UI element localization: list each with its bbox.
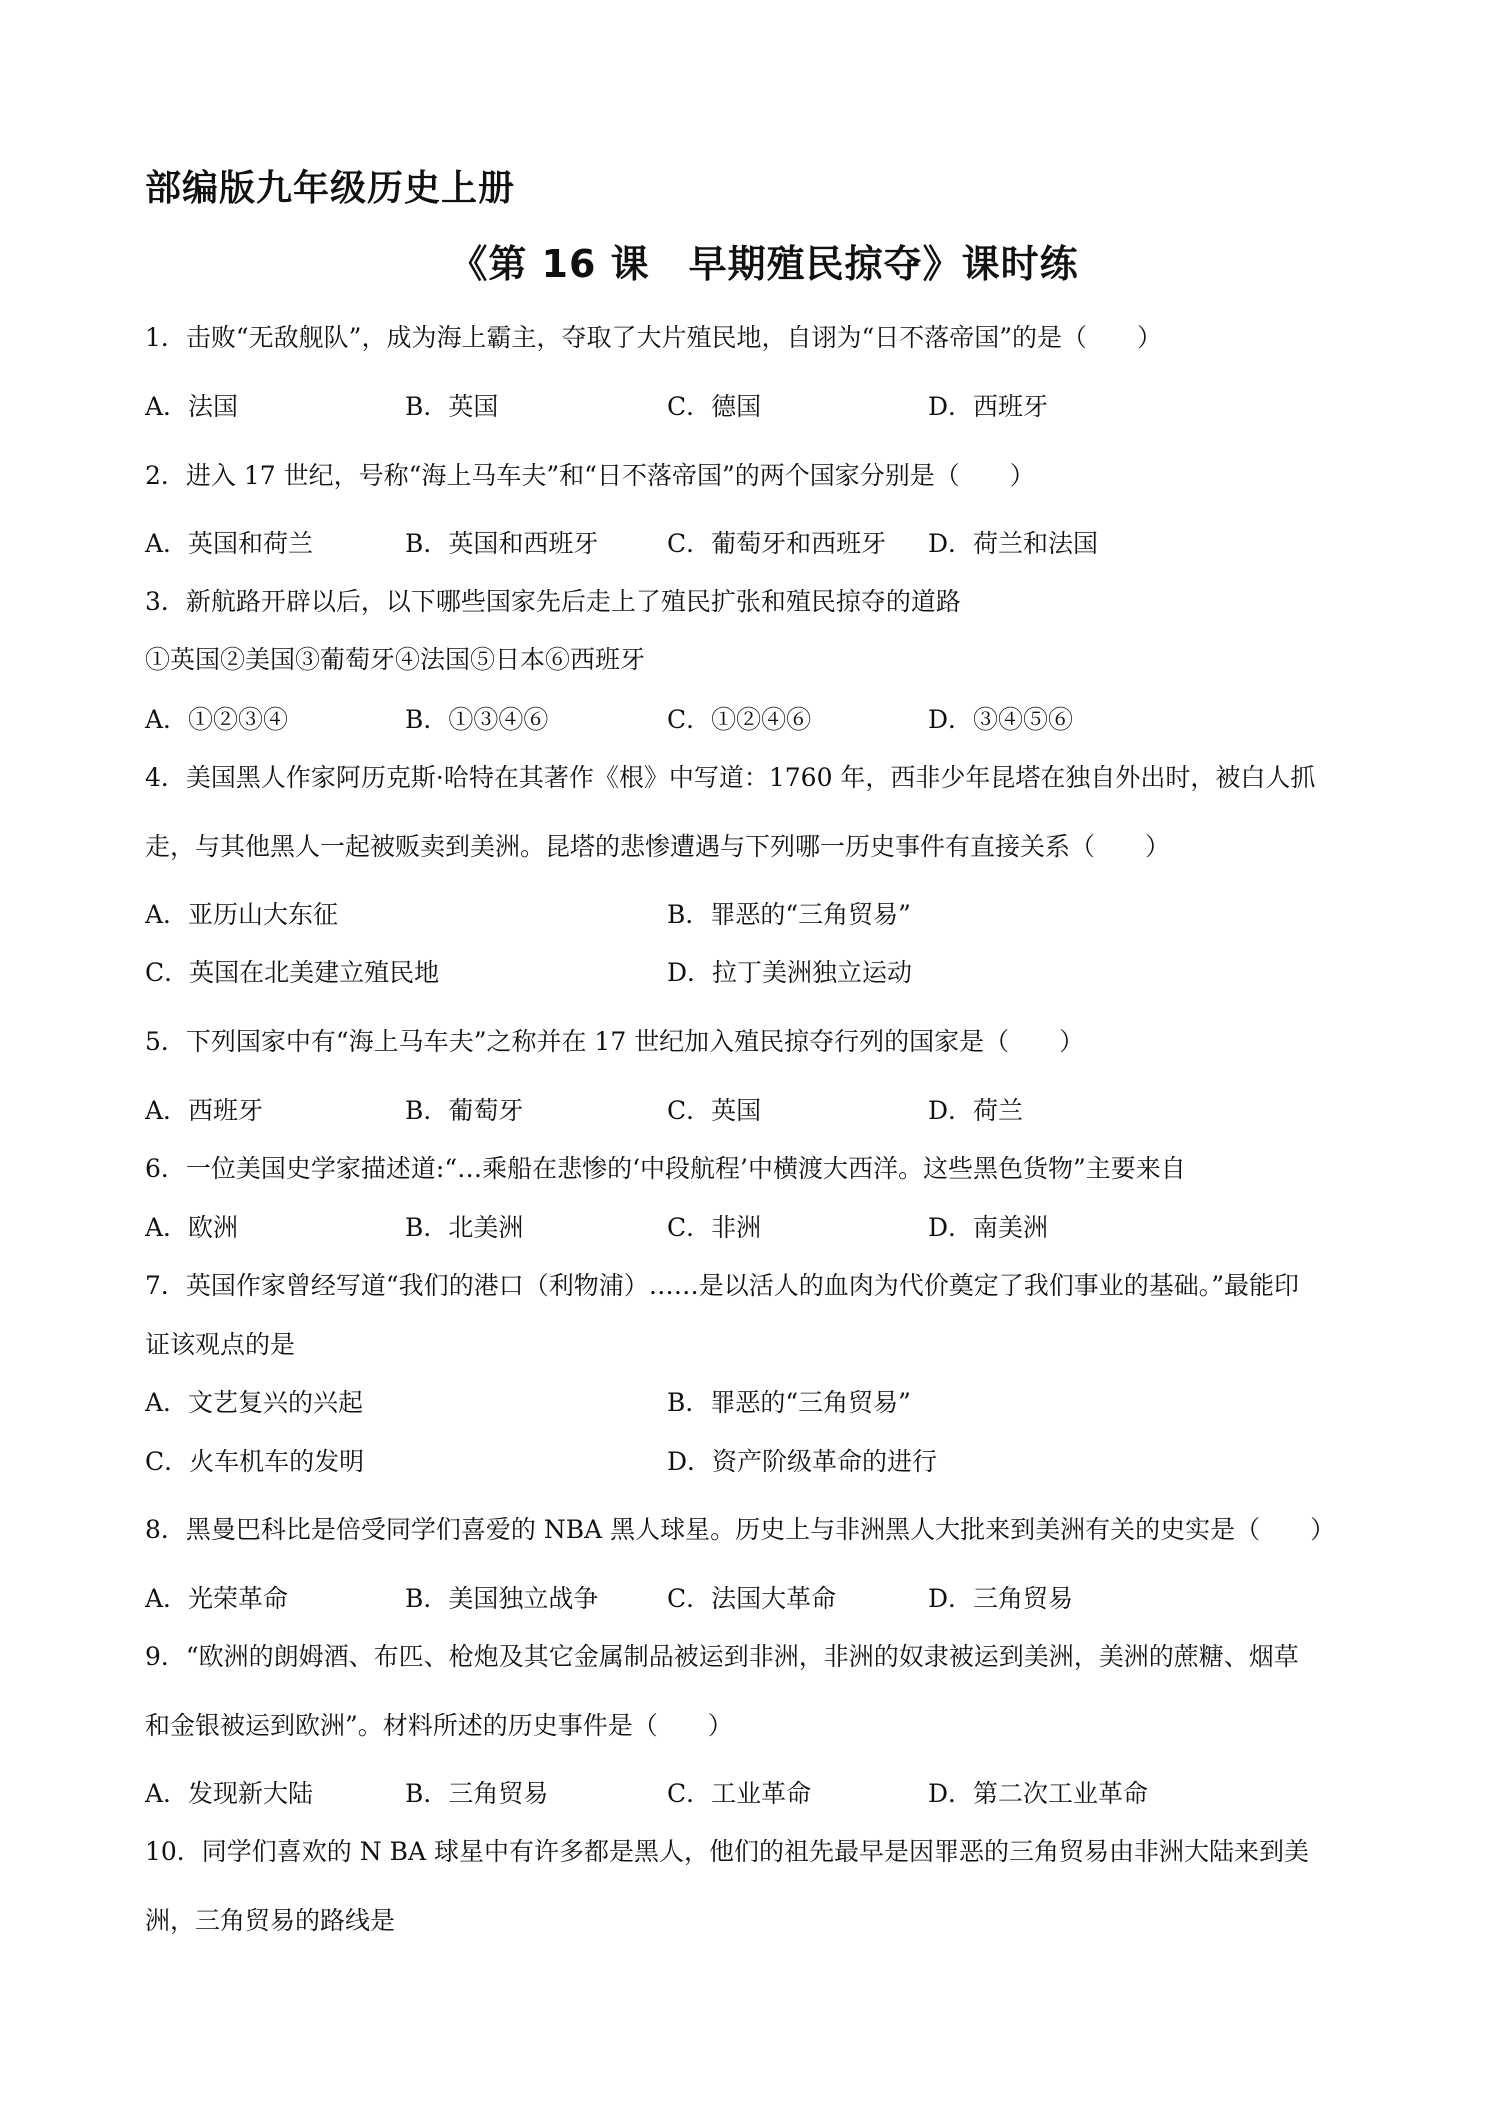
question-3-stem: 3．新航路开辟以后，以下哪些国家先后走上了殖民扩张和殖民掠夺的道路	[145, 587, 961, 616]
question-6-option-c: C．非洲	[667, 1213, 762, 1242]
question-3-option-c: C．①②④⑥	[667, 705, 812, 734]
question-9-option-a: A．发现新大陆	[145, 1779, 314, 1808]
question-9-option-c: C．工业革命	[667, 1779, 812, 1808]
question-1-stem: 1．击败“无敌舰队”，成为海上霸主，夺取了大片殖民地，自诩为“日不落帝国”的是（ ）	[145, 323, 1163, 352]
question-4-option-d: D．拉丁美洲独立运动	[667, 958, 913, 987]
question-7-option-b: B．罪恶的“三角贸易”	[667, 1388, 911, 1417]
question-2-option-b: B．英国和西班牙	[405, 529, 599, 558]
question-2-option-c: C．葡萄牙和西班牙	[667, 529, 887, 558]
question-1-option-d: D．西班牙	[928, 392, 1049, 421]
question-3-option-a: A．①②③④	[145, 705, 289, 734]
question-4-option-c: C．英国在北美建立殖民地	[145, 958, 440, 987]
question-9-option-b: B．三角贸易	[405, 1779, 549, 1808]
question-1-option-a: A．法国	[145, 392, 239, 421]
question-5-option-a: A．西班牙	[145, 1096, 264, 1125]
question-3-stem-line-2: ①英国②美国③葡萄牙④法国⑤日本⑥西班牙	[145, 645, 646, 674]
question-9-option-d: D．第二次工业革命	[928, 1779, 1149, 1808]
question-6-stem: 6．一位美国史学家描述道:“…乘船在悲惨的‘中段航程’中横渡大西洋。这些黑色货物”主要来自	[145, 1154, 1186, 1183]
question-1-option-c: C．德国	[667, 392, 762, 421]
question-2-option-d: D．荷兰和法国	[928, 529, 1099, 558]
question-6-option-d: D．南美洲	[928, 1213, 1049, 1242]
question-10-stem: 10．同学们喜欢的 N BA 球星中有许多都是黑人，他们的祖先最早是因罪恶的三角贸易由非洲大陆来到美	[145, 1837, 1309, 1866]
question-8-option-c: C．法国大革命	[667, 1584, 837, 1613]
question-7-option-c: C．火车机车的发明	[145, 1447, 365, 1476]
book-header: 部编版九年级历史上册	[145, 168, 516, 209]
question-5-option-c: C．英国	[667, 1096, 762, 1125]
question-1-option-b: B．英国	[405, 392, 499, 421]
question-9-stem: 9．“欧洲的朗姆酒、布匹、枪炮及其它金属制品被运到非洲，非洲的奴隶被运到美洲，美洲的蔗糖、烟草	[145, 1642, 1299, 1671]
question-2-stem: 2．进入 17 世纪，号称“海上马车夫”和“日不落帝国”的两个国家分别是（ ）	[145, 461, 1035, 490]
question-6-option-b: B．北美洲	[405, 1213, 524, 1242]
question-3-option-b: B．①③④⑥	[405, 705, 549, 734]
question-5-option-b: B．葡萄牙	[405, 1096, 524, 1125]
question-9-stem-line-2: 和金银被运到欧洲”。材料所述的历史事件是（ ）	[145, 1711, 733, 1740]
question-7-option-a: A．文艺复兴的兴起	[145, 1388, 364, 1417]
question-4-stem-line-2: 走，与其他黑人一起被贩卖到美洲。昆塔的悲惨遭遇与下列哪一历史事件有直接关系（ ）	[145, 832, 1171, 861]
question-4-stem: 4．美国黑人作家阿历克斯·哈特在其著作《根》中写道：1760 年，西非少年昆塔在独自外出时，被白人抓	[145, 763, 1316, 792]
question-4-option-a: A．亚历山大东征	[145, 900, 339, 929]
question-8-stem: 8．黑曼巴科比是倍受同学们喜爱的 NBA 黑人球星。历史上与非洲黑人大批来到美洲有关的史实是（ ）	[145, 1515, 1336, 1544]
question-6-option-a: A．欧洲	[145, 1213, 239, 1242]
question-5-stem: 5．下列国家中有“海上马车夫”之称并在 17 世纪加入殖民掠夺行列的国家是（ ）	[145, 1027, 1085, 1056]
question-7-stem: 7．英国作家曾经写道“我们的港口（利物浦）……是以活人的血肉为代价奠定了我们事业的基础。”最能印	[145, 1271, 1299, 1300]
question-3-option-d: D．③④⑤⑥	[928, 705, 1074, 734]
question-4-option-b: B．罪恶的“三角贸易”	[667, 900, 911, 929]
question-7-stem-line-2: 证该观点的是	[145, 1330, 296, 1359]
question-8-option-b: B．美国独立战争	[405, 1584, 599, 1613]
question-2-option-a: A．英国和荷兰	[145, 529, 314, 558]
lesson-title: 《第 16 课 早期殖民掠夺》课时练	[449, 242, 1079, 286]
question-5-option-d: D．荷兰	[928, 1096, 1024, 1125]
question-10-stem-line-2: 洲，三角贸易的路线是	[145, 1906, 396, 1935]
question-8-option-d: D．三角贸易	[928, 1584, 1074, 1613]
question-8-option-a: A．光荣革命	[145, 1584, 289, 1613]
question-7-option-d: D．资产阶级革命的进行	[667, 1447, 938, 1476]
